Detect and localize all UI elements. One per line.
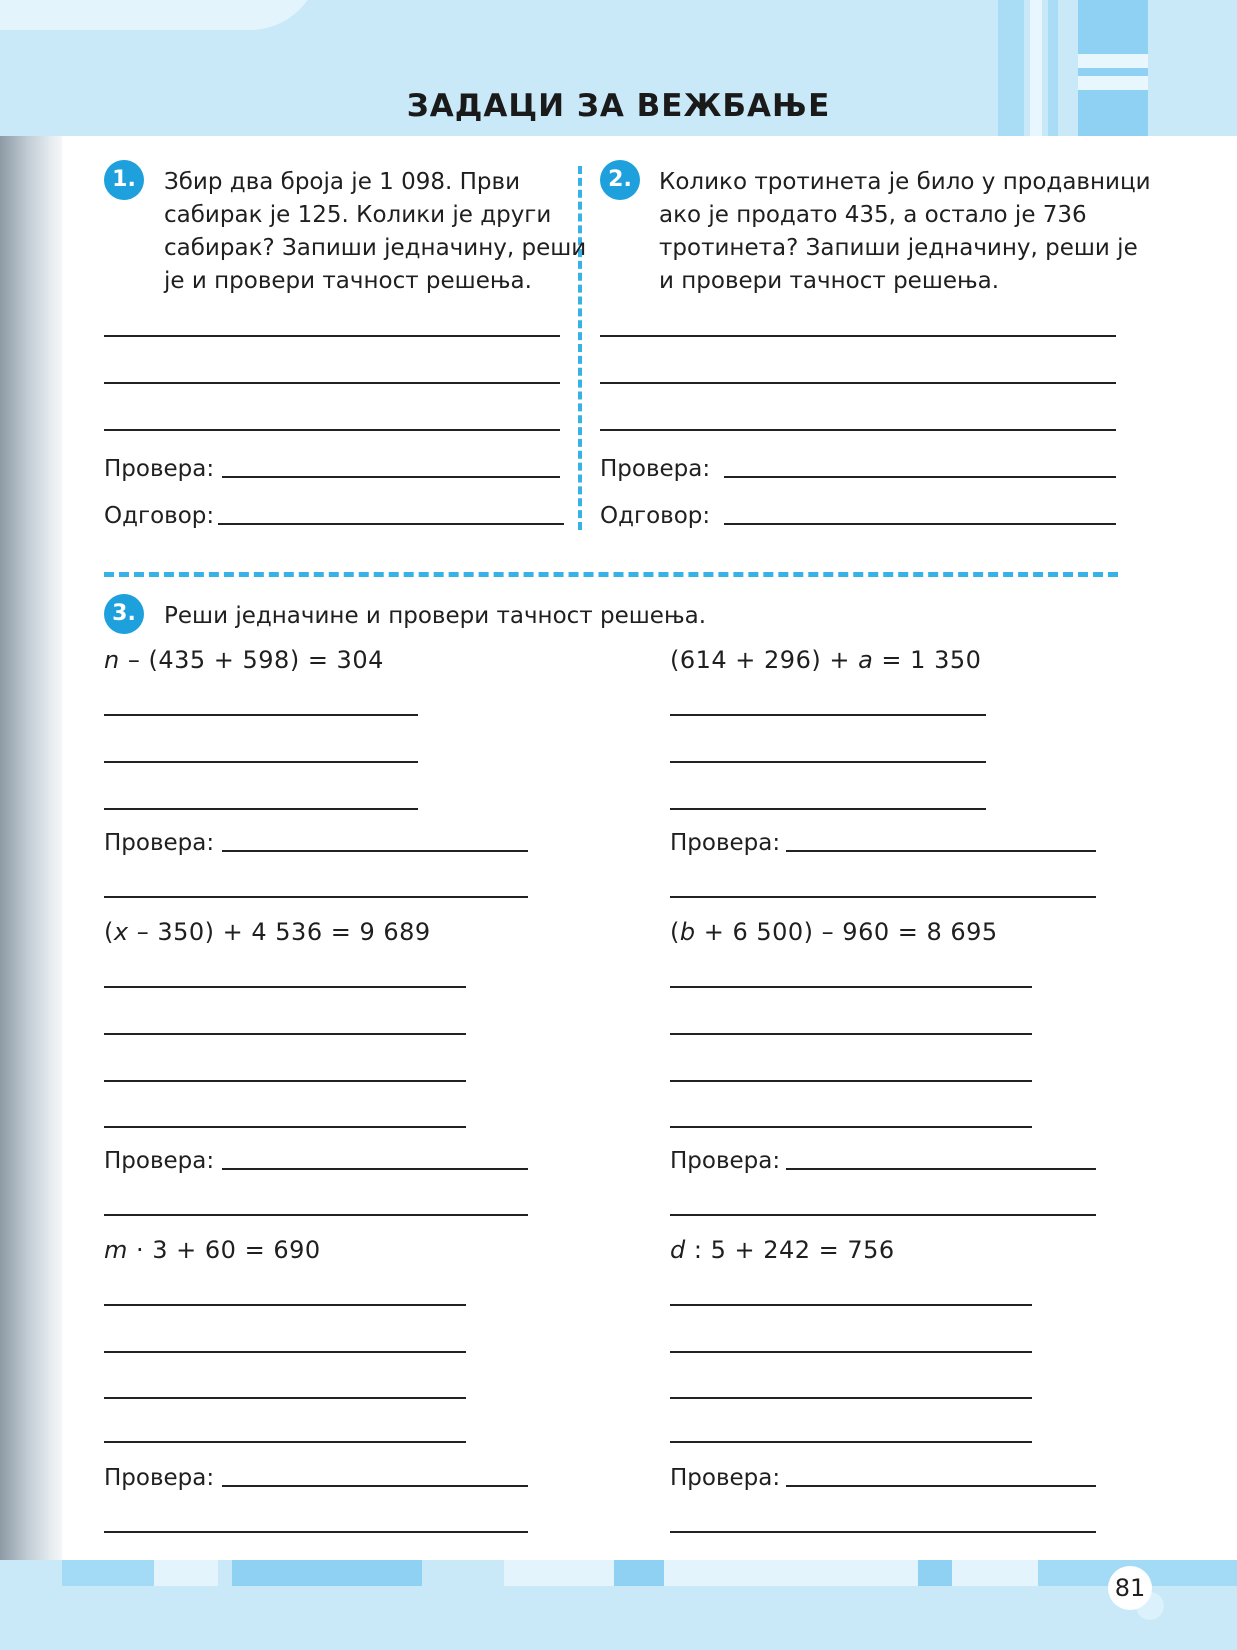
task2-answer-line[interactable] [600, 429, 1116, 431]
equation-5-work-line[interactable] [104, 1351, 466, 1353]
equation-prefix: ( [104, 918, 114, 946]
footer-stripe [952, 1560, 1038, 1586]
equation-prefix: ( [670, 918, 680, 946]
equation-3-check-line[interactable] [222, 1168, 528, 1170]
equation-2-check-label: Провера: [670, 830, 781, 856]
equation-1-work-line[interactable] [104, 808, 418, 810]
equation-4-check-label: Провера: [670, 1148, 781, 1174]
equation-6-check-label: Провера: [670, 1465, 781, 1491]
equation-2-work-line[interactable] [670, 714, 986, 716]
header-highlight [0, 0, 320, 30]
footer-stripe [614, 1560, 664, 1586]
footer-stripe [62, 1560, 154, 1586]
task2-answer-line[interactable] [600, 382, 1116, 384]
equation-6-work-line[interactable] [670, 1441, 1032, 1443]
task1-line: Збир два броја је 1 098. Први [164, 169, 521, 195]
equation-2-work-line[interactable] [670, 761, 986, 763]
task2-answer-line[interactable] [600, 335, 1116, 337]
equation-rest: · 3 + 60 = 690 [127, 1236, 321, 1264]
task1-answer-line[interactable] [104, 382, 560, 384]
equation-3-work-line[interactable] [104, 1080, 466, 1082]
task2-line: Колико тротинета је било у продавници [659, 169, 1151, 195]
equation-4-work-line[interactable] [670, 986, 1032, 988]
equation-variable: m [104, 1236, 128, 1264]
equation-4-work-line[interactable] [670, 1033, 1032, 1035]
equation-1-check-line[interactable] [104, 896, 528, 898]
equation-4-work-line[interactable] [670, 1126, 1032, 1128]
equation-5-check-line[interactable] [222, 1485, 528, 1487]
equation-prefix: (614 + 296) + [670, 646, 859, 674]
task-number-badge: 3. [104, 594, 144, 634]
equation-3-work-line[interactable] [104, 1033, 466, 1035]
equation-4-check-line[interactable] [786, 1168, 1096, 1170]
footer-stripe [664, 1560, 918, 1586]
equation-3-work-line[interactable] [104, 986, 466, 988]
equation-1-work-line[interactable] [104, 761, 418, 763]
task2-line: ако је продато 435, а остало је 736 [659, 202, 1087, 228]
equation-variable: x [113, 918, 129, 946]
equation-3 [104, 918, 431, 946]
equation-6-work-line[interactable] [670, 1351, 1032, 1353]
task2-check-label: Провера: [600, 456, 711, 482]
page-title: ЗАДАЦИ ЗА ВЕЖБАЊЕ [406, 88, 831, 124]
task2-check-line[interactable] [724, 476, 1116, 478]
header-stripe [1078, 54, 1148, 68]
task1-answer-line[interactable] [104, 429, 560, 431]
equation-5-work-line[interactable] [104, 1397, 466, 1399]
task2-answer-label: Одговор: [600, 503, 711, 529]
equation-rest: + 6 500) – 960 = 8 695 [695, 918, 998, 946]
equation-variable: n [104, 646, 120, 674]
equation-rest: : 5 + 242 = 756 [685, 1236, 895, 1264]
book-spine-shadow [0, 0, 62, 1650]
equation-5 [104, 1236, 321, 1264]
task1-line: сабирак је 125. Колики је други [164, 202, 552, 228]
task1-check-label: Провера: [104, 456, 215, 482]
task1-answer-label: Одговор: [104, 503, 215, 529]
equation-1 [104, 646, 384, 674]
equation-rest: = 1 350 [873, 646, 982, 674]
footer-stripe [232, 1560, 422, 1586]
equation-rest: – (435 + 598) = 304 [119, 646, 384, 674]
equation-3-check-label: Провера: [104, 1148, 215, 1174]
task1-text [164, 166, 586, 298]
task2-text [659, 166, 1151, 298]
equation-5-check-line[interactable] [104, 1531, 528, 1533]
task2-line: и провери тачност решења. [659, 268, 1000, 294]
equation-6-check-line[interactable] [786, 1485, 1096, 1487]
equation-4-check-line[interactable] [670, 1214, 1096, 1216]
task1-line: је и провери тачност решења. [164, 268, 532, 294]
equation-5-work-line[interactable] [104, 1441, 466, 1443]
equation-6-work-line[interactable] [670, 1304, 1032, 1306]
task-number-badge: 2. [600, 160, 640, 200]
equation-4-work-line[interactable] [670, 1080, 1032, 1082]
task2-line: тротинета? Запиши једначину, реши је [659, 235, 1138, 261]
task1-answer-line[interactable] [104, 335, 560, 337]
equation-4 [670, 918, 998, 946]
equation-5-work-line[interactable] [104, 1304, 466, 1306]
equation-2 [670, 646, 981, 674]
footer-stripe [154, 1560, 218, 1586]
equation-2-work-line[interactable] [670, 808, 986, 810]
equation-6-check-line[interactable] [670, 1531, 1096, 1533]
equation-3-check-line[interactable] [104, 1214, 528, 1216]
equation-2-check-line[interactable] [786, 850, 1096, 852]
equation-1-check-line[interactable] [222, 850, 528, 852]
equation-6-work-line[interactable] [670, 1397, 1032, 1399]
equation-variable: a [858, 646, 874, 674]
equation-6 [670, 1236, 895, 1264]
task1-line: сабирак? Запиши једначину, реши [164, 235, 587, 261]
footer-stripe [504, 1560, 614, 1586]
task1-check-line[interactable] [222, 476, 560, 478]
equation-1-check-label: Провера: [104, 830, 215, 856]
footer-stripe [918, 1560, 952, 1586]
equation-1-work-line[interactable] [104, 714, 418, 716]
page-number: 81 [1108, 1566, 1152, 1610]
task1-answer-text-line[interactable] [218, 523, 564, 525]
equation-2-check-line[interactable] [670, 896, 1096, 898]
task2-answer-text-line[interactable] [724, 523, 1116, 525]
equation-rest: – 350) + 4 536 = 9 689 [128, 918, 431, 946]
equation-5-check-label: Провера: [104, 1465, 215, 1491]
section-divider [104, 572, 1118, 577]
equation-variable: b [679, 918, 696, 946]
task-number-badge: 1. [104, 160, 144, 200]
task3-instruction: Реши једначине и провери тачност решења. [164, 603, 707, 629]
equation-3-work-line[interactable] [104, 1126, 466, 1128]
equation-variable: d [670, 1236, 686, 1264]
